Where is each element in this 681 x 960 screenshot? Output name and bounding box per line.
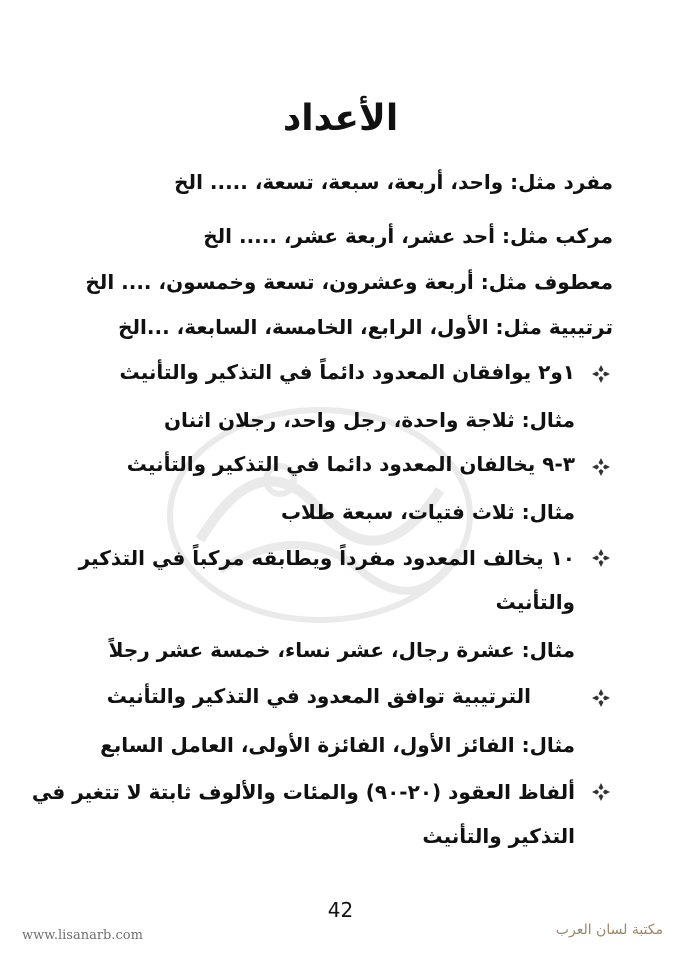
text-line-ordinal: ترتيبية مثل: الأول، الرابع، الخامسة، السابعة، ...الخ bbox=[118, 315, 613, 339]
example-ordinal: مثال: الفائز الأول، الفائزة الأولى، العامل السابع bbox=[100, 733, 575, 757]
bullet-ordinal: الترتيبية توافق المعدود في التذكير والتأنيث bbox=[106, 684, 531, 708]
bullet-ten: ١٠ يخالف المعدود مفرداً ويطابقه مركباً في التذكير والتأنيث bbox=[78, 546, 575, 614]
text-line-singular: مفرد مثل: واحد، أربعة، سبعة، تسعة، ..... الخ bbox=[174, 170, 613, 194]
text-line-compound: مركب مثل: أحد عشر، أربعة عشر، ..... الخ bbox=[203, 224, 613, 248]
bullet-one-two: ١و٢ يوافقان المعدود دائماً في التذكير والتأنيث bbox=[119, 360, 575, 384]
footer-url: www.lisanarb.com bbox=[22, 928, 143, 943]
diamond-bullet-icon bbox=[591, 364, 611, 384]
example-ten: مثال: عشرة رجال، عشر نساء، خمسة عشر رجلاً bbox=[108, 638, 575, 662]
footer-brand: مكتبة لسان العرب bbox=[555, 922, 663, 938]
page-number: 42 bbox=[327, 898, 354, 922]
bullet-three-nine: ٣-٩ يخالفان المعدود دائما في التذكير والتأنيث bbox=[126, 452, 575, 476]
diamond-bullet-icon bbox=[591, 782, 611, 802]
example-three-nine: مثال: ثلاث فتيات، سبعة طلاب bbox=[280, 500, 575, 524]
bullet-decades: ألفاظ العقود (٢٠-٩٠) والمئات والألوف ثابتة لا تتغير في التذكير والتأنيث bbox=[31, 780, 575, 848]
page-title: الأعداد bbox=[282, 98, 399, 139]
text-line-conjoined: معطوف مثل: أربعة وعشرون، تسعة وخمسون، .... الخ bbox=[85, 270, 613, 294]
diamond-bullet-icon bbox=[591, 548, 611, 568]
diamond-bullet-icon bbox=[591, 457, 611, 477]
diamond-bullet-icon bbox=[591, 688, 611, 708]
example-one-two: مثال: ثلاجة واحدة، رجل واحد، رجلان اثنان bbox=[163, 408, 575, 432]
